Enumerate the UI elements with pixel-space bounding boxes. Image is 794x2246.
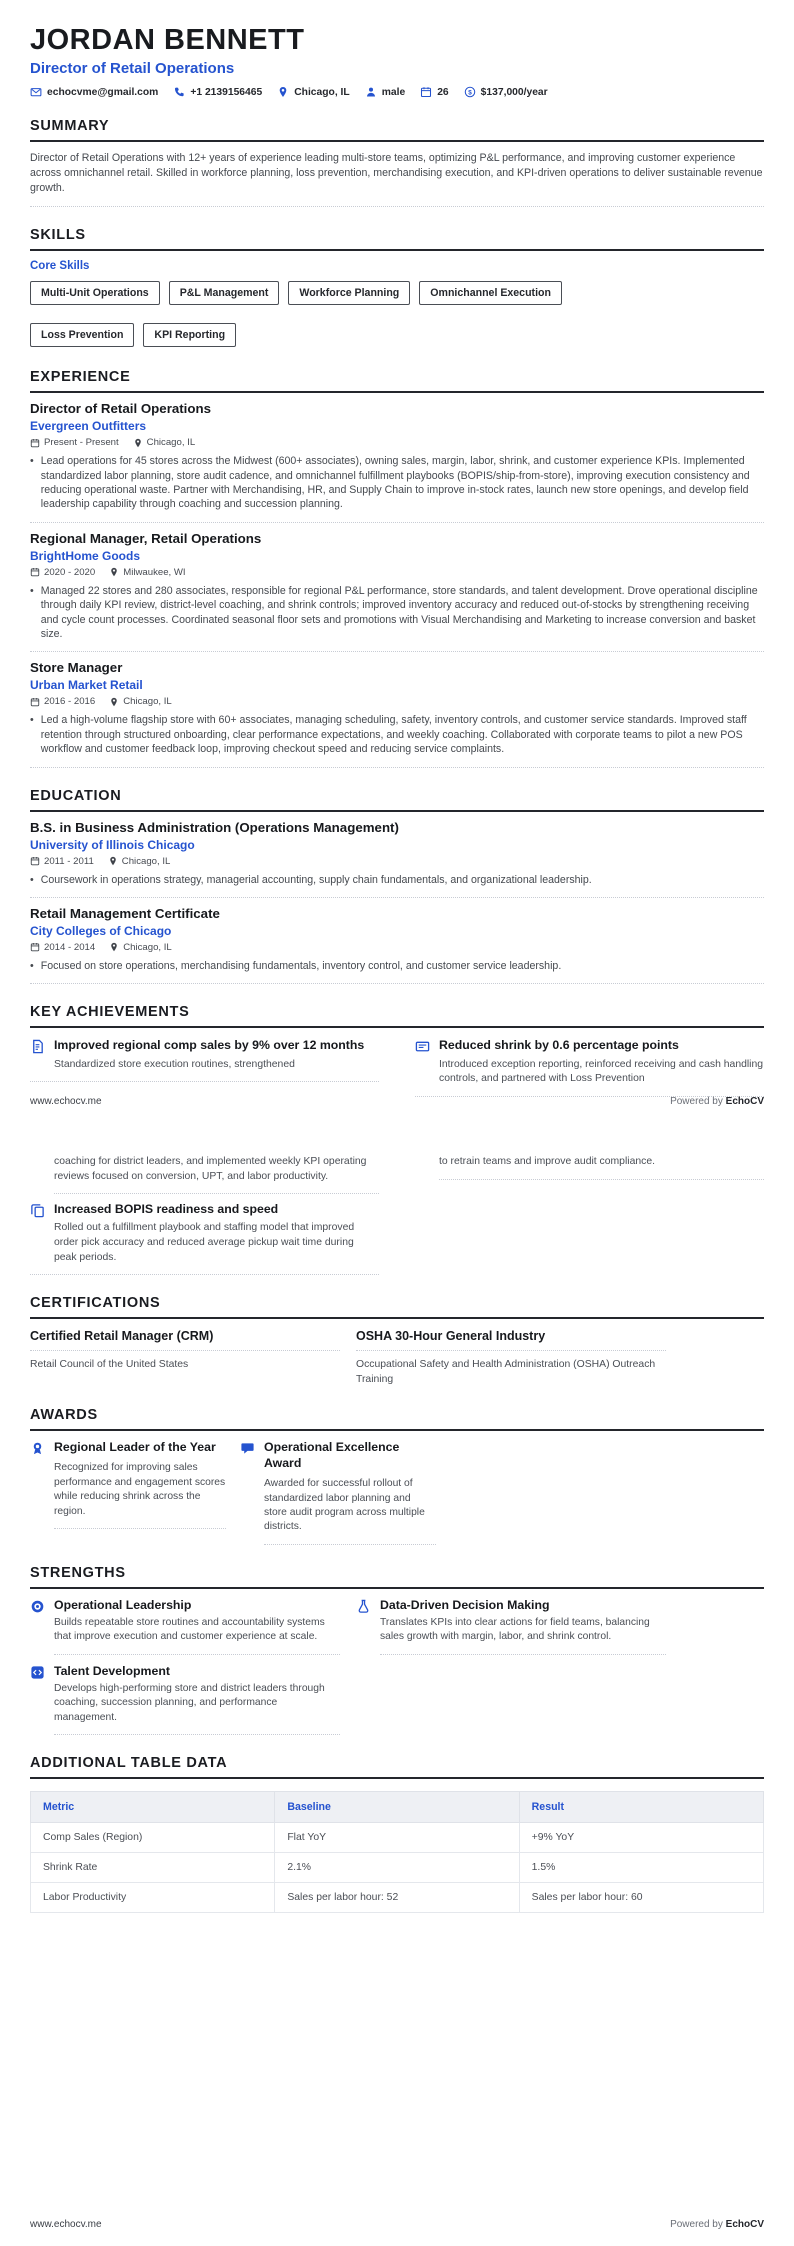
footer-powered-by [670, 2219, 764, 2230]
job-title: Store Manager [30, 660, 123, 676]
certification-item [356, 1319, 666, 1387]
location-icon [133, 438, 143, 448]
contact-age-text: 26 [437, 86, 449, 98]
education-heading: EDUCATION [30, 788, 764, 812]
achievement-text-continued: coaching for district leaders, and implemented weekly KPI operating reviews focused on conversion, UPT, and labor productivity. [54, 1153, 379, 1194]
phone-icon [173, 86, 185, 98]
job-location-text: Milwaukee, WI [123, 566, 186, 578]
achievement-item [30, 1030, 379, 1082]
section-summary [30, 118, 764, 207]
education-dates [30, 856, 94, 867]
skill-chip: Multi-Unit Operations [30, 281, 160, 305]
summary-heading: SUMMARY [30, 118, 764, 142]
copy-icon [30, 1203, 45, 1218]
calendar-icon [30, 697, 40, 707]
table-cell: Sales per labor hour: 60 [519, 1882, 763, 1912]
contact-age [420, 86, 448, 98]
summary-text: Director of Retail Operations with 12+ years of experience leading multi-store teams, optimizing P&L performance, and improving customer experience across omnichannel retail. Skilled in workforce planning, loss prevention, merchandising execution, and KPI-driven operations to deliver sustainable revenue growth. [30, 142, 764, 207]
degree-title: B.S. in Business Administration (Operations Management) [30, 819, 399, 835]
job-dates-text: 2016 - 2016 [44, 696, 96, 708]
calendar-icon [30, 567, 40, 577]
page-footer [30, 1096, 764, 1107]
table-row [31, 1822, 764, 1852]
footer-brand: EchoCV [725, 2219, 764, 2230]
section-awards [30, 1407, 764, 1545]
school-name: City Colleges of Chicago [30, 923, 172, 938]
table-cell: 2.1% [275, 1852, 519, 1882]
awards-grid [30, 1431, 764, 1545]
experience-heading: EXPERIENCE [30, 369, 764, 393]
education-bullet-text: • Focused on store operations, merchandising fundamentals, inventory control, and customer service leadership. [40, 959, 562, 972]
strength-item [30, 1655, 340, 1735]
strength-item [30, 1589, 340, 1655]
achievements-grid [30, 1030, 764, 1096]
contact-phone-text: +1 2139156465 [190, 86, 263, 98]
salary-icon [464, 86, 476, 98]
education-item [30, 898, 764, 984]
achievement-text: Rolled out a fulfillment playbook and staffing model that improved order pick accuracy and reduced average pickup wait time during peak periods. [54, 1222, 355, 1263]
award-item [30, 1431, 226, 1529]
email-icon [30, 86, 42, 98]
job-dates [30, 437, 119, 448]
skill-chip: P&L Management [169, 281, 280, 305]
achievement-text: Standardized store execution routines, strengthened [54, 1058, 295, 1070]
section-achievements-continued [30, 1153, 764, 1275]
calendar-icon [30, 438, 40, 448]
contact-email-text: echocvme@gmail.com [47, 86, 159, 98]
strength-text: Develops high-performing store and district leaders through coaching, succession planning, and performance management. [54, 1682, 325, 1723]
resume-page-2 [0, 1123, 794, 2246]
footer-site-link[interactable]: www.echocv.me [30, 2219, 102, 2230]
section-strengths [30, 1565, 764, 1735]
experience-item [30, 393, 764, 523]
table-row [31, 1882, 764, 1912]
job-dates-text: Present - Present [44, 437, 119, 449]
achievement-text: Introduced exception reporting, reinforced receiving and cash handling controls, and partnered with Loss Prevention [439, 1058, 764, 1085]
table-cell: Shrink Rate [31, 1852, 275, 1882]
table-row [31, 1852, 764, 1882]
awards-heading: AWARDS [30, 1407, 764, 1431]
job-location [109, 567, 185, 578]
section-education [30, 788, 764, 985]
award-text: Recognized for improving sales performance and engagement scores while reducing shrink across the region. [54, 1462, 226, 1517]
education-dates-text: 2014 - 2014 [44, 941, 96, 953]
contact-email[interactable] [30, 86, 158, 98]
location-icon [109, 567, 119, 577]
resume-header [30, 24, 764, 98]
table-cell: Flat YoY [275, 1822, 519, 1852]
job-bullet-text: • Managed 22 stores and 280 associates, responsible for regional P&L performance, store standards, and talent development. Drove operational discipline through daily KPI review, district-level coaching, and shrink controls; improved inventory accuracy and reduced out-of-stocks by strengthening receiving and cycle count processes. Coordinated seasonal floor sets and promotions with Visual Merchandising and Marketing to increase conversion and basket size. [40, 584, 758, 640]
skill-chip: KPI Reporting [143, 323, 236, 347]
skills-group-label: Core Skills [30, 260, 90, 273]
footer-powered-prefix: Powered by [670, 1096, 723, 1107]
job-company: Evergreen Outfitters [30, 419, 147, 434]
contact-salary [464, 86, 548, 98]
skills-chip-list [30, 281, 764, 349]
education-item [30, 812, 764, 898]
education-meta [30, 942, 764, 953]
strengths-grid [30, 1589, 764, 1735]
job-bullet [30, 454, 764, 512]
calendar-icon [30, 856, 40, 866]
contact-row [30, 86, 764, 98]
certification-title: OSHA 30-Hour General Industry [356, 1319, 666, 1351]
certifications-heading: CERTIFICATIONS [30, 1295, 764, 1319]
skill-chip: Omnichannel Execution [419, 281, 562, 305]
job-bullet [30, 584, 764, 642]
job-bullet-text: • Lead operations for 45 stores across the Midwest (600+ associates), owning sales, margin, labor, shrink, and customer experience KPIs. Implemented standardized labor planning, store audit cadence, and omnichannel fulfillment playbooks (BOPIS/ship-from-store), improving execution consistency and reducing operational waste. Partner with Merchandising, HR, and Supply Chain to improve in-stock rates, launch new store openings, and develop field leadership capability through coaching and succession planning. [40, 455, 750, 511]
medal-icon [30, 1441, 45, 1456]
education-location-text: Chicago, IL [123, 941, 172, 953]
achievement-title: Improved regional comp sales by 9% over 12 months [54, 1038, 365, 1053]
flask-icon [356, 1599, 371, 1614]
job-meta [30, 567, 764, 578]
experience-item [30, 652, 764, 767]
skill-chip: Workforce Planning [288, 281, 410, 305]
table-cell: Labor Productivity [31, 1882, 275, 1912]
degree-title: Retail Management Certificate [30, 905, 220, 921]
education-meta [30, 856, 764, 867]
location-icon [109, 942, 119, 952]
strength-title: Data-Driven Decision Making [380, 1597, 550, 1612]
strength-item [356, 1589, 666, 1655]
footer-brand: EchoCV [725, 1096, 764, 1107]
certification-issuer: Occupational Safety and Health Administration (OSHA) Outreach Training [356, 1359, 656, 1385]
section-additional-table [30, 1755, 764, 1913]
strength-text: Builds repeatable store routines and accountability systems that improve execution and customer experience at scale. [54, 1616, 325, 1643]
skill-chip: Loss Prevention [30, 323, 134, 347]
award-item [240, 1431, 436, 1545]
job-location [109, 696, 172, 707]
candidate-title: Director of Retail Operations [30, 60, 235, 77]
calendar-icon [420, 86, 432, 98]
job-location-text: Chicago, IL [146, 437, 196, 449]
additional-data-table [30, 1791, 764, 1913]
certification-issuer: Retail Council of the United States [30, 1359, 189, 1371]
education-location [109, 942, 172, 953]
achievement-item [30, 1194, 379, 1275]
card-icon [415, 1039, 430, 1054]
table-cell: 1.5% [519, 1852, 763, 1882]
table-heading: ADDITIONAL TABLE DATA [30, 1755, 764, 1779]
footer-powered-by [670, 1096, 764, 1107]
table-cell: Sales per labor hour: 52 [275, 1882, 519, 1912]
job-title: Regional Manager, Retail Operations [30, 530, 262, 546]
education-bullet [30, 873, 764, 887]
achievements-left-column [30, 1153, 379, 1275]
job-meta [30, 696, 764, 707]
education-location-text: Chicago, IL [121, 855, 171, 867]
chat-bubble-icon [240, 1441, 255, 1456]
education-dates [30, 942, 95, 953]
award-text: Awarded for successful rollout of standardized labor planning and store audit program across multiple districts. [264, 1478, 425, 1533]
contact-phone[interactable] [173, 86, 262, 98]
education-bullet-text: • Coursework in operations strategy, managerial accounting, supply chain fundamentals, and organizational leadership. [40, 873, 592, 886]
table-cell: +9% YoY [519, 1822, 763, 1852]
job-dates [30, 567, 95, 578]
contact-location [277, 86, 350, 98]
contact-gender-text: male [381, 86, 406, 98]
achievement-text-continued: to retrain teams and improve audit compliance. [439, 1153, 764, 1180]
award-title: Regional Leader of the Year [54, 1440, 216, 1455]
table-header-result: Result [519, 1791, 763, 1822]
contact-gender [365, 86, 405, 98]
certifications-grid [30, 1319, 764, 1387]
job-location [133, 437, 196, 448]
strength-title: Talent Development [54, 1663, 170, 1678]
table-header-baseline: Baseline [275, 1791, 519, 1822]
certification-title: Certified Retail Manager (CRM) [30, 1319, 340, 1351]
job-dates [30, 696, 95, 707]
job-company: Urban Market Retail [30, 678, 143, 693]
contact-location-text: Chicago, IL [294, 86, 350, 98]
table-header-row [31, 1791, 764, 1822]
award-title: Operational Excellence Award [264, 1440, 400, 1471]
location-icon [277, 86, 289, 98]
section-achievements [30, 1004, 764, 1096]
job-meta [30, 437, 764, 448]
education-bullet [30, 959, 764, 973]
section-certifications [30, 1295, 764, 1387]
location-icon [109, 697, 119, 707]
person-icon [365, 86, 377, 98]
table-header-metric: Metric [31, 1791, 275, 1822]
strength-text: Translates KPIs into clear actions for field teams, balancing sales growth with margin, labor, and shrink control. [380, 1616, 650, 1643]
job-company: BrightHome Goods [30, 548, 140, 563]
section-skills [30, 227, 764, 349]
job-dates-text: 2020 - 2020 [44, 566, 96, 578]
target-icon [30, 1599, 45, 1614]
contact-salary-text: $137,000/year [480, 86, 548, 98]
location-icon [108, 856, 118, 866]
strength-title: Operational Leadership [54, 1597, 192, 1612]
section-experience [30, 369, 764, 767]
document-icon [30, 1039, 45, 1054]
education-location [108, 856, 171, 867]
achievements-right-column [415, 1153, 764, 1180]
code-box-icon [30, 1665, 45, 1680]
achievement-title: Reduced shrink by 0.6 percentage points [439, 1038, 679, 1053]
job-bullet-text: • Led a high-volume flagship store with 60+ associates, managing scheduling, safety, inventory controls, and customer service standards. Improved staff retention through structured onboarding, clear performance expectations, and weekly coaching. Collaborated with corporate teams to pilot a new POS workflow and customer feedback loop, improving checkout speed and reducing service complaints. [40, 714, 747, 756]
skills-heading: SKILLS [30, 227, 764, 251]
achievements-heading: KEY ACHIEVEMENTS [30, 1004, 764, 1028]
footer-powered-prefix: Powered by [670, 2219, 723, 2230]
table-cell: Comp Sales (Region) [31, 1822, 275, 1852]
calendar-icon [30, 942, 40, 952]
experience-item [30, 523, 764, 653]
footer-site-link[interactable]: www.echocv.me [30, 1096, 102, 1107]
school-name: University of Illinois Chicago [30, 837, 195, 852]
job-bullet [30, 713, 764, 756]
strengths-heading: STRENGTHS [30, 1565, 764, 1589]
certification-item [30, 1319, 340, 1387]
job-location-text: Chicago, IL [123, 696, 172, 708]
page-footer [30, 2219, 764, 2230]
candidate-name: JORDAN BENNETT [30, 24, 305, 56]
achievement-item [415, 1030, 764, 1096]
achievement-title: Increased BOPIS readiness and speed [54, 1202, 279, 1217]
job-title: Director of Retail Operations [30, 401, 212, 417]
education-dates-text: 2011 - 2011 [44, 855, 94, 867]
